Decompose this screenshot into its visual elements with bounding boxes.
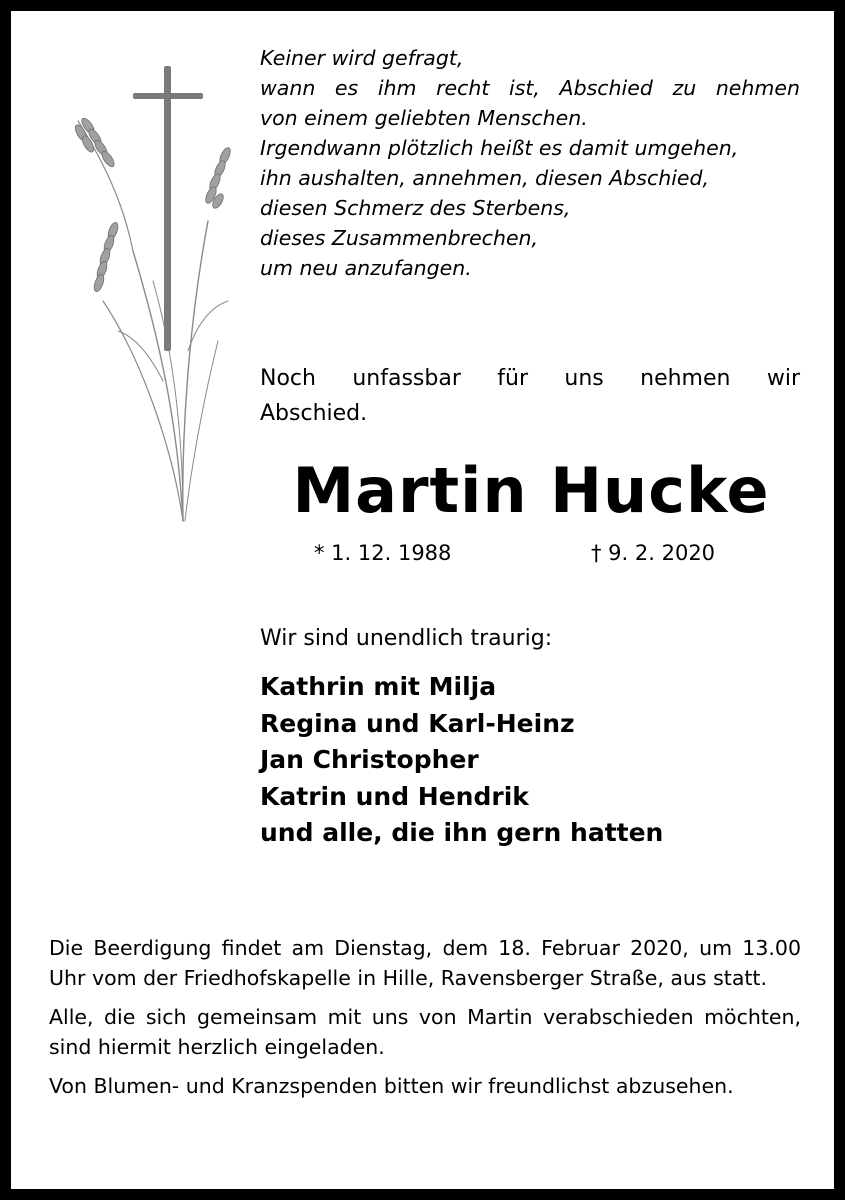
poem xyxy=(260,43,800,283)
birth-date: * 1. 12. 1988 xyxy=(314,541,452,565)
funeral-details: Die Beerdigung findet am Dienstag, dem 18. Februar 2020, um 13.00 Uhr vom der Friedhofskapelle in Hille, Ravensberger Straße, aus statt. xyxy=(49,936,801,990)
mourner-list xyxy=(260,669,663,852)
poem-line: von einem geliebten Menschen. xyxy=(260,106,588,130)
flowers-request: Von Blumen- und Kranzspenden bitten wir freundlichst abzusehen. xyxy=(49,1074,734,1098)
deceased-name: Martin Hucke xyxy=(292,454,770,527)
poem-line: wann es ihm recht ist, Abschied zu nehmen xyxy=(260,76,800,100)
mourner-name: Regina und Karl-Heinz xyxy=(260,708,575,738)
mourner-name: Jan Christopher xyxy=(260,745,479,774)
mourning-heading: Wir sind unendlich traurig: xyxy=(260,626,553,651)
mourner-name: und alle, die ihn gern hatten xyxy=(260,818,664,847)
poem-line: um neu anzufangen. xyxy=(260,256,472,280)
poem-line: Irgendwann plötzlich heißt es damit umgehen, xyxy=(260,136,739,160)
poem-line: Keiner wird gefragt, xyxy=(260,46,464,70)
poem-line: diesen Schmerz des Sterbens, xyxy=(260,196,571,220)
mourner-name: Katrin und Hendrik xyxy=(260,781,529,811)
cross-wheat-illustration xyxy=(33,51,233,531)
obituary-card xyxy=(11,11,834,1189)
funeral-notice xyxy=(49,933,801,1110)
mourner-name: Kathrin mit Milja xyxy=(260,672,497,701)
intro-line-1: Noch unfassbar für uns nehmen wir xyxy=(260,366,800,391)
death-date: † 9. 2. 2020 xyxy=(591,541,716,565)
intro-text xyxy=(260,361,800,431)
invitation-text: Alle, die sich gemeinsam mit uns von Martin verabschieden möchten, sind hiermit herzlich eingeladen. xyxy=(49,1005,801,1059)
poem-line: ihn aushalten, annehmen, diesen Abschied, xyxy=(260,166,710,190)
intro-line-2: Abschied. xyxy=(260,401,368,426)
poem-line: dieses Zusammenbrechen, xyxy=(260,226,539,250)
